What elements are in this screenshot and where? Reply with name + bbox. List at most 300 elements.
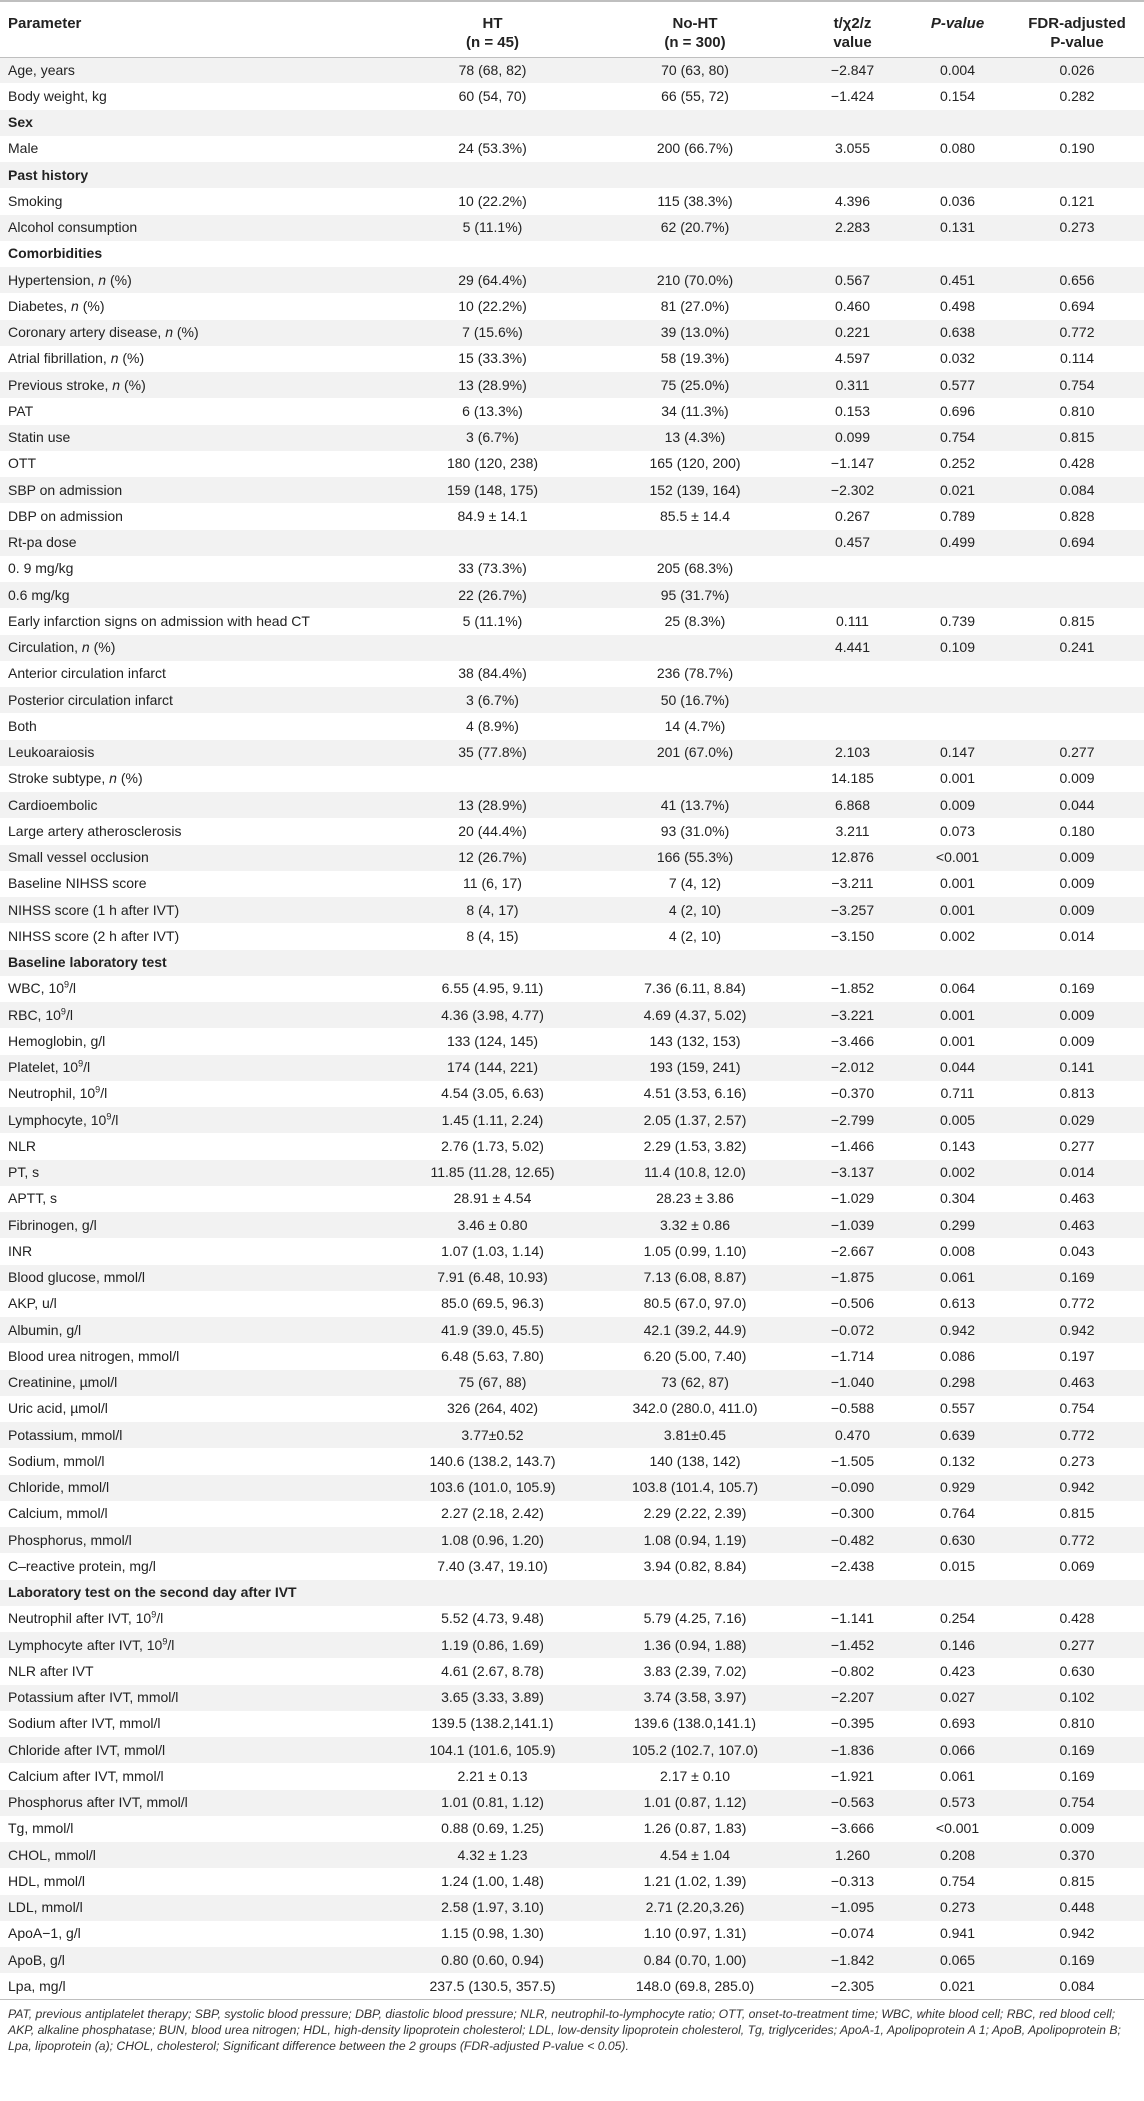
p-value-cell: 0.061 — [905, 1265, 1010, 1291]
ht-value-cell: 3.77±0.52 — [395, 1422, 590, 1448]
noht-value-cell: 4.51 (3.53, 6.16) — [590, 1081, 800, 1107]
p-value-cell: 0.002 — [905, 1160, 1010, 1186]
stat-value-cell: −2.012 — [800, 1055, 905, 1081]
fdr-p-value-cell: 0.694 — [1010, 530, 1144, 556]
stat-value-cell: −2.302 — [800, 477, 905, 503]
ht-value-cell: 4.61 (2.67, 8.78) — [395, 1658, 590, 1684]
table-row — [0, 1265, 1144, 1291]
section-label: Laboratory test on the second day after IVT — [0, 1580, 395, 1606]
ht-value-cell: 29 (64.4%) — [395, 267, 590, 293]
ht-value-cell: 6 (13.3%) — [395, 398, 590, 424]
p-value-cell: 0.044 — [905, 1055, 1010, 1081]
parameter-cell: Smoking — [0, 188, 395, 214]
stat-value-cell: −3.666 — [800, 1816, 905, 1842]
header-noht: No-HT (n = 300) — [590, 1, 800, 57]
ht-value-cell: 237.5 (130.5, 357.5) — [395, 1973, 590, 1999]
table-row — [0, 1790, 1144, 1816]
stat-value-cell: 4.441 — [800, 635, 905, 661]
ht-value-cell: 4.36 (3.98, 4.77) — [395, 1002, 590, 1028]
p-value-cell: 0.001 — [905, 766, 1010, 792]
stat-value-cell: −1.921 — [800, 1763, 905, 1789]
table-row — [0, 425, 1144, 451]
fdr-p-value-cell: 0.241 — [1010, 635, 1144, 661]
ht-value-cell: 4.54 (3.05, 6.63) — [395, 1081, 590, 1107]
p-value-cell: <0.001 — [905, 845, 1010, 871]
table-row — [0, 1160, 1144, 1186]
parameter-cell: Male — [0, 136, 395, 162]
fdr-p-value-cell: 0.084 — [1010, 477, 1144, 503]
stat-value-cell: −2.799 — [800, 1107, 905, 1133]
table-row — [0, 1816, 1144, 1842]
noht-value-cell: 3.81±0.45 — [590, 1422, 800, 1448]
noht-value-cell: 201 (67.0%) — [590, 740, 800, 766]
table-row — [0, 503, 1144, 529]
stat-value-cell: 0.099 — [800, 425, 905, 451]
fdr-p-value-cell: 0.810 — [1010, 1711, 1144, 1737]
ht-value-cell: 11.85 (11.28, 12.65) — [395, 1160, 590, 1186]
ht-value-cell: 140.6 (138.2, 143.7) — [395, 1448, 590, 1474]
parameter-cell: Baseline NIHSS score — [0, 871, 395, 897]
table-row — [0, 83, 1144, 109]
parameter-cell: DBP on admission — [0, 503, 395, 529]
fdr-p-value-cell — [1010, 950, 1144, 976]
ht-value-cell: 1.08 (0.96, 1.20) — [395, 1527, 590, 1553]
table-row — [0, 1895, 1144, 1921]
stat-value-cell — [800, 687, 905, 713]
parameter-cell: Sodium after IVT, mmol/l — [0, 1711, 395, 1737]
ht-value-cell: 139.5 (138.2,141.1) — [395, 1711, 590, 1737]
stat-value-cell — [800, 582, 905, 608]
ht-value-cell: 2.27 (2.18, 2.42) — [395, 1501, 590, 1527]
table-row — [0, 1553, 1144, 1579]
noht-value-cell — [590, 766, 800, 792]
parameter-cell: 0. 9 mg/kg — [0, 556, 395, 582]
stat-value-cell: 1.260 — [800, 1842, 905, 1868]
table-row — [0, 398, 1144, 424]
parameter-cell: Coronary artery disease, n (%) — [0, 320, 395, 346]
noht-value-cell: 6.20 (5.00, 7.40) — [590, 1343, 800, 1369]
fdr-p-value-cell: 0.169 — [1010, 976, 1144, 1002]
p-value-cell: 0.252 — [905, 451, 1010, 477]
stat-value-cell: 4.597 — [800, 346, 905, 372]
fdr-p-value-cell: 0.630 — [1010, 1658, 1144, 1684]
table-row — [0, 1685, 1144, 1711]
noht-value-cell: 3.74 (3.58, 3.97) — [590, 1685, 800, 1711]
fdr-p-value-cell: 0.197 — [1010, 1343, 1144, 1369]
ht-value-cell: 4.32 ± 1.23 — [395, 1842, 590, 1868]
section-header-row — [0, 162, 1144, 188]
noht-value-cell: 236 (78.7%) — [590, 661, 800, 687]
noht-value-cell: 200 (66.7%) — [590, 136, 800, 162]
p-value-cell — [905, 110, 1010, 136]
fdr-p-value-cell: 0.121 — [1010, 188, 1144, 214]
noht-value-cell: 7.13 (6.08, 8.87) — [590, 1265, 800, 1291]
stat-value-cell: −3.150 — [800, 923, 905, 949]
p-value-cell: 0.064 — [905, 976, 1010, 1002]
fdr-p-value-cell: 0.772 — [1010, 1422, 1144, 1448]
noht-value-cell — [590, 110, 800, 136]
stat-value-cell: −1.452 — [800, 1632, 905, 1658]
stat-value-cell: −0.370 — [800, 1081, 905, 1107]
ht-value-cell: 1.01 (0.81, 1.12) — [395, 1790, 590, 1816]
fdr-p-value-cell: 0.277 — [1010, 740, 1144, 766]
fdr-p-value-cell: 0.448 — [1010, 1895, 1144, 1921]
stat-value-cell: 12.876 — [800, 845, 905, 871]
p-value-cell: 0.001 — [905, 1002, 1010, 1028]
fdr-p-value-cell: 0.463 — [1010, 1212, 1144, 1238]
stat-value-cell: 2.283 — [800, 215, 905, 241]
parameter-cell: Lymphocyte, $10^9/l$ — [0, 1107, 395, 1133]
parameter-cell: ApoB, g/l — [0, 1947, 395, 1973]
table-row — [0, 1737, 1144, 1763]
stat-value-cell: −0.482 — [800, 1527, 905, 1553]
header-parameter: Parameter — [0, 1, 395, 57]
stat-value-cell: −0.802 — [800, 1658, 905, 1684]
fdr-p-value-cell — [1010, 162, 1144, 188]
stat-value-cell: 0.311 — [800, 372, 905, 398]
parameter-cell: NLR — [0, 1133, 395, 1159]
parameter-cell: CHOL, mmol/l — [0, 1842, 395, 1868]
table-row — [0, 1317, 1144, 1343]
section-label: Sex — [0, 110, 395, 136]
fdr-p-value-cell: 0.694 — [1010, 293, 1144, 319]
p-value-cell — [905, 661, 1010, 687]
table-row — [0, 1186, 1144, 1212]
table-row — [0, 976, 1144, 1002]
noht-value-cell: 193 (159, 241) — [590, 1055, 800, 1081]
noht-value-cell: 166 (55.3%) — [590, 845, 800, 871]
noht-value-cell: 39 (13.0%) — [590, 320, 800, 346]
table-row — [0, 267, 1144, 293]
noht-value-cell: 4 (2, 10) — [590, 923, 800, 949]
ht-value-cell: 7.91 (6.48, 10.93) — [395, 1265, 590, 1291]
fdr-p-value-cell: 0.277 — [1010, 1632, 1144, 1658]
fdr-p-value-cell — [1010, 713, 1144, 739]
header-fdr: FDR-adjusted P-value — [1010, 1, 1144, 57]
noht-value-cell: 25 (8.3%) — [590, 608, 800, 634]
p-value-cell: 0.032 — [905, 346, 1010, 372]
ht-value-cell: 5 (11.1%) — [395, 608, 590, 634]
noht-value-cell — [590, 241, 800, 267]
section-label: Comorbidities — [0, 241, 395, 267]
fdr-p-value-cell: 0.044 — [1010, 792, 1144, 818]
stat-value-cell — [800, 1580, 905, 1606]
parameter-cell: Neutrophil after IVT, $10^9/l$ — [0, 1606, 395, 1632]
p-value-cell: 0.132 — [905, 1448, 1010, 1474]
table-row — [0, 713, 1144, 739]
table-row — [0, 1081, 1144, 1107]
ht-value-cell: 2.58 (1.97, 3.10) — [395, 1895, 590, 1921]
table-row — [0, 1133, 1144, 1159]
table-row — [0, 1107, 1144, 1133]
fdr-p-value-cell: 0.014 — [1010, 1160, 1144, 1186]
fdr-p-value-cell: 0.026 — [1010, 57, 1144, 83]
parameter-cell: Fibrinogen, g/l — [0, 1212, 395, 1238]
p-value-cell: 0.143 — [905, 1133, 1010, 1159]
fdr-p-value-cell: 0.428 — [1010, 451, 1144, 477]
parameter-cell: C–reactive protein, mg/l — [0, 1553, 395, 1579]
parameter-cell: Large artery atherosclerosis — [0, 818, 395, 844]
ht-value-cell: 60 (54, 70) — [395, 83, 590, 109]
p-value-cell: 0.208 — [905, 1842, 1010, 1868]
ht-value-cell: 13 (28.9%) — [395, 792, 590, 818]
noht-value-cell: 95 (31.7%) — [590, 582, 800, 608]
noht-value-cell: 1.01 (0.87, 1.12) — [590, 1790, 800, 1816]
noht-value-cell: 2.29 (1.53, 3.82) — [590, 1133, 800, 1159]
parameter-cell: Blood glucose, mmol/l — [0, 1265, 395, 1291]
ht-value-cell: 35 (77.8%) — [395, 740, 590, 766]
ht-value-cell: 4 (8.9%) — [395, 713, 590, 739]
p-value-cell: 0.131 — [905, 215, 1010, 241]
parameter-cell: Phosphorus, mmol/l — [0, 1527, 395, 1553]
table-row — [0, 346, 1144, 372]
section-header-row — [0, 1580, 1144, 1606]
p-value-cell: 0.147 — [905, 740, 1010, 766]
stat-value-cell: 6.868 — [800, 792, 905, 818]
stat-value-cell: −0.563 — [800, 1790, 905, 1816]
ht-value-cell: 3.65 (3.33, 3.89) — [395, 1685, 590, 1711]
fdr-p-value-cell: 0.009 — [1010, 766, 1144, 792]
p-value-cell: 0.613 — [905, 1291, 1010, 1317]
ht-value-cell — [395, 110, 590, 136]
ht-value-cell: 8 (4, 15) — [395, 923, 590, 949]
parameter-cell: Cardioembolic — [0, 792, 395, 818]
table-row — [0, 136, 1144, 162]
table-row — [0, 1632, 1144, 1658]
fdr-p-value-cell — [1010, 661, 1144, 687]
ht-value-cell: 0.88 (0.69, 1.25) — [395, 1816, 590, 1842]
p-value-cell: 0.942 — [905, 1317, 1010, 1343]
p-value-cell: 0.254 — [905, 1606, 1010, 1632]
parameter-cell: Chloride after IVT, mmol/l — [0, 1737, 395, 1763]
fdr-p-value-cell: 0.815 — [1010, 425, 1144, 451]
noht-value-cell: 62 (20.7%) — [590, 215, 800, 241]
stat-value-cell: 3.211 — [800, 818, 905, 844]
table-row — [0, 661, 1144, 687]
noht-value-cell: 1.10 (0.97, 1.31) — [590, 1921, 800, 1947]
parameter-cell: Anterior circulation infarct — [0, 661, 395, 687]
parameter-cell: HDL, mmol/l — [0, 1868, 395, 1894]
ht-value-cell: 24 (53.3%) — [395, 136, 590, 162]
stat-value-cell: −1.842 — [800, 1947, 905, 1973]
stat-value-cell — [800, 713, 905, 739]
fdr-p-value-cell: 0.009 — [1010, 1028, 1144, 1054]
fdr-p-value-cell: 0.463 — [1010, 1186, 1144, 1212]
noht-value-cell — [590, 1580, 800, 1606]
fdr-p-value-cell: 0.069 — [1010, 1553, 1144, 1579]
parameter-cell: Blood urea nitrogen, mmol/l — [0, 1343, 395, 1369]
ht-value-cell: 3 (6.7%) — [395, 687, 590, 713]
noht-value-cell: 93 (31.0%) — [590, 818, 800, 844]
stat-value-cell: −0.074 — [800, 1921, 905, 1947]
p-value-cell: 0.036 — [905, 188, 1010, 214]
parameter-cell: Age, years — [0, 57, 395, 83]
parameter-cell: Rt-pa dose — [0, 530, 395, 556]
fdr-p-value-cell — [1010, 241, 1144, 267]
ht-value-cell: 84.9 ± 14.1 — [395, 503, 590, 529]
section-label: Baseline laboratory test — [0, 950, 395, 976]
noht-value-cell: 70 (63, 80) — [590, 57, 800, 83]
header-pvalue: P-value — [905, 1, 1010, 57]
p-value-cell — [905, 687, 1010, 713]
parameter-cell: Diabetes, n (%) — [0, 293, 395, 319]
noht-value-cell: 4.54 ± 1.04 — [590, 1842, 800, 1868]
ht-value-cell: 1.15 (0.98, 1.30) — [395, 1921, 590, 1947]
ht-value-cell: 11 (6, 17) — [395, 871, 590, 897]
fdr-p-value-cell: 0.428 — [1010, 1606, 1144, 1632]
stat-value-cell: −3.257 — [800, 897, 905, 923]
noht-value-cell: 81 (27.0%) — [590, 293, 800, 319]
noht-value-cell: 342.0 (280.0, 411.0) — [590, 1396, 800, 1422]
ht-value-cell: 28.91 ± 4.54 — [395, 1186, 590, 1212]
p-value-cell: 0.146 — [905, 1632, 1010, 1658]
fdr-p-value-cell: 0.282 — [1010, 83, 1144, 109]
header-noht-n: (n = 300) — [664, 34, 726, 51]
fdr-p-value-cell: 0.169 — [1010, 1763, 1144, 1789]
noht-value-cell: 115 (38.3%) — [590, 188, 800, 214]
fdr-p-value-cell: 0.754 — [1010, 372, 1144, 398]
fdr-p-value-cell: 0.815 — [1010, 1868, 1144, 1894]
table-row — [0, 1527, 1144, 1553]
p-value-cell — [905, 1580, 1010, 1606]
stat-value-cell: −0.300 — [800, 1501, 905, 1527]
stat-value-cell: −1.424 — [800, 83, 905, 109]
ht-value-cell — [395, 530, 590, 556]
table-row — [0, 188, 1144, 214]
ht-value-cell: 3.46 ± 0.80 — [395, 1212, 590, 1238]
ht-value-cell: 159 (148, 175) — [395, 477, 590, 503]
ht-value-cell — [395, 950, 590, 976]
table-row — [0, 818, 1144, 844]
p-value-cell: 0.073 — [905, 818, 1010, 844]
parameter-cell: Circulation, n (%) — [0, 635, 395, 661]
table-body — [0, 57, 1144, 2000]
table-row — [0, 740, 1144, 766]
fdr-p-value-cell: 0.815 — [1010, 608, 1144, 634]
fdr-p-value-cell: 0.828 — [1010, 503, 1144, 529]
parameter-cell: Lymphocyte after IVT, $10^9/l$ — [0, 1632, 395, 1658]
noht-value-cell: 3.83 (2.39, 7.02) — [590, 1658, 800, 1684]
stat-value-cell — [800, 241, 905, 267]
parameter-cell: RBC, $10^9/l$ — [0, 1002, 395, 1028]
p-value-cell: 0.696 — [905, 398, 1010, 424]
noht-value-cell: 1.05 (0.99, 1.10) — [590, 1238, 800, 1264]
parameter-cell: Posterior circulation infarct — [0, 687, 395, 713]
parameter-cell: ApoA−1, g/l — [0, 1921, 395, 1947]
table-row — [0, 1055, 1144, 1081]
stat-value-cell: −1.505 — [800, 1448, 905, 1474]
stat-value-cell: 0.153 — [800, 398, 905, 424]
parameter-cell: PT, s — [0, 1160, 395, 1186]
table-row — [0, 1028, 1144, 1054]
noht-value-cell: 7.36 (6.11, 8.84) — [590, 976, 800, 1002]
table-row — [0, 1947, 1144, 1973]
stat-value-cell: −3.211 — [800, 871, 905, 897]
ht-value-cell: 174 (144, 221) — [395, 1055, 590, 1081]
table-row — [0, 530, 1144, 556]
parameter-cell: Creatinine, µmol/l — [0, 1370, 395, 1396]
table-row — [0, 608, 1144, 634]
noht-value-cell: 13 (4.3%) — [590, 425, 800, 451]
ht-value-cell: 0.80 (0.60, 0.94) — [395, 1947, 590, 1973]
noht-value-cell: 2.29 (2.22, 2.39) — [590, 1501, 800, 1527]
p-value-cell: 0.423 — [905, 1658, 1010, 1684]
noht-value-cell: 34 (11.3%) — [590, 398, 800, 424]
parameter-cell: Hypertension, n (%) — [0, 267, 395, 293]
table-row — [0, 1606, 1144, 1632]
p-value-cell: 0.273 — [905, 1895, 1010, 1921]
fdr-p-value-cell: 0.009 — [1010, 845, 1144, 871]
stat-value-cell: 0.457 — [800, 530, 905, 556]
stat-value-cell: −1.141 — [800, 1606, 905, 1632]
p-value-cell: 0.754 — [905, 425, 1010, 451]
table-row — [0, 792, 1144, 818]
p-value-cell: 0.004 — [905, 57, 1010, 83]
fdr-p-value-cell: 0.772 — [1010, 320, 1144, 346]
stat-value-cell: −2.667 — [800, 1238, 905, 1264]
stat-value-cell: −1.147 — [800, 451, 905, 477]
ht-value-cell: 6.55 (4.95, 9.11) — [395, 976, 590, 1002]
noht-value-cell: 3.32 ± 0.86 — [590, 1212, 800, 1238]
p-value-cell: 0.557 — [905, 1396, 1010, 1422]
table-row — [0, 1711, 1144, 1737]
fdr-p-value-cell — [1010, 582, 1144, 608]
table-row — [0, 1501, 1144, 1527]
fdr-p-value-cell: 0.102 — [1010, 1685, 1144, 1711]
noht-value-cell: 2.05 (1.37, 2.57) — [590, 1107, 800, 1133]
stat-value-cell: −2.438 — [800, 1553, 905, 1579]
parameter-cell: NLR after IVT — [0, 1658, 395, 1684]
table-row — [0, 1370, 1144, 1396]
fdr-p-value-cell: 0.084 — [1010, 1973, 1144, 1999]
stat-value-cell: 0.470 — [800, 1422, 905, 1448]
stat-value-cell: −1.095 — [800, 1895, 905, 1921]
stat-value-cell: 0.567 — [800, 267, 905, 293]
p-value-cell — [905, 582, 1010, 608]
ht-value-cell — [395, 1580, 590, 1606]
stat-value-cell: −0.395 — [800, 1711, 905, 1737]
ht-value-cell: 75 (67, 88) — [395, 1370, 590, 1396]
ht-value-cell: 180 (120, 238) — [395, 451, 590, 477]
noht-value-cell: 3.94 (0.82, 8.84) — [590, 1553, 800, 1579]
ht-value-cell: 85.0 (69.5, 96.3) — [395, 1291, 590, 1317]
stat-value-cell: −2.305 — [800, 1973, 905, 1999]
parameter-cell: Neutrophil, $10^9/l$ — [0, 1081, 395, 1107]
table-row — [0, 1763, 1144, 1789]
noht-value-cell: 41 (13.7%) — [590, 792, 800, 818]
noht-value-cell: 4.69 (4.37, 5.02) — [590, 1002, 800, 1028]
stat-value-cell: −1.714 — [800, 1343, 905, 1369]
ht-value-cell: 38 (84.4%) — [395, 661, 590, 687]
parameter-cell: LDL, mmol/l — [0, 1895, 395, 1921]
table-row — [0, 1212, 1144, 1238]
parameter-cell: Body weight, kg — [0, 83, 395, 109]
table-row — [0, 1291, 1144, 1317]
ht-value-cell: 7.40 (3.47, 19.10) — [395, 1553, 590, 1579]
fdr-p-value-cell: 0.169 — [1010, 1947, 1144, 1973]
ht-value-cell: 10 (22.2%) — [395, 293, 590, 319]
stat-value-cell: 14.185 — [800, 766, 905, 792]
table-row — [0, 1238, 1144, 1264]
stat-value-cell: −2.207 — [800, 1685, 905, 1711]
p-value-cell: 0.109 — [905, 635, 1010, 661]
noht-value-cell: 75 (25.0%) — [590, 372, 800, 398]
noht-value-cell: 14 (4.7%) — [590, 713, 800, 739]
parameter-cell: Albumin, g/l — [0, 1317, 395, 1343]
p-value-cell: 0.298 — [905, 1370, 1010, 1396]
stat-value-cell: −2.847 — [800, 57, 905, 83]
p-value-cell: 0.080 — [905, 136, 1010, 162]
